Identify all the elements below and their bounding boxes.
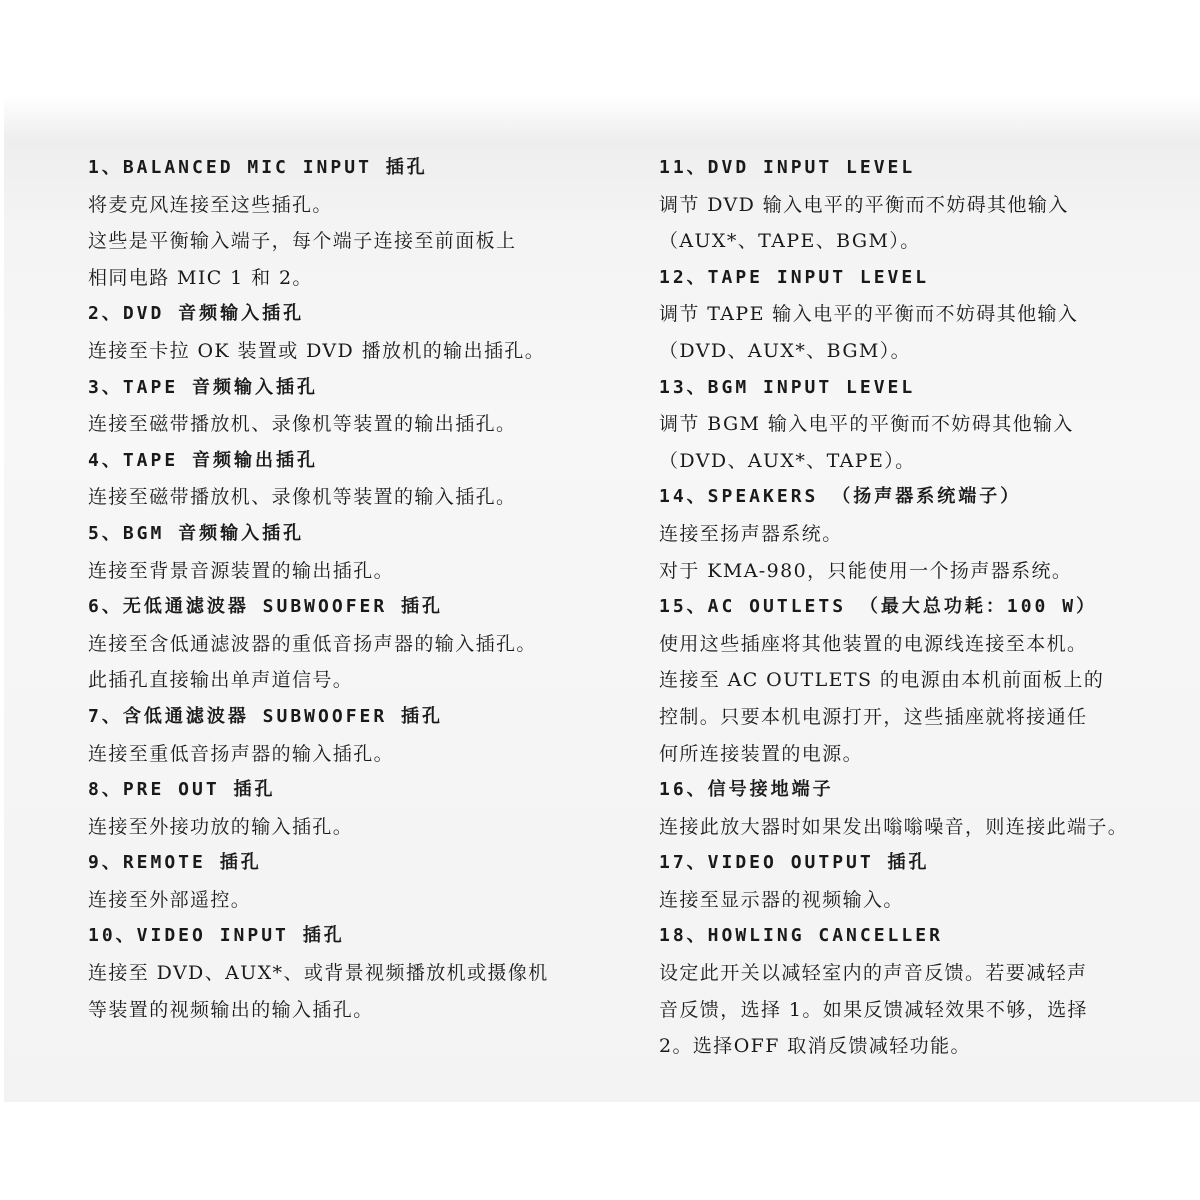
section-heading: 12、TAPE INPUT LEVEL	[659, 266, 930, 288]
section-text-line: 控制。只要本机电源打开，这些插座就将接通任	[659, 705, 1088, 728]
section-text-line: 这些是平衡输入端子，每个端子连接至前面板上	[88, 230, 517, 253]
section-heading: 2、DVD 音频输入插孔	[88, 303, 305, 325]
section-text-line: 对于 KMA-980，只能使用一个扬声器系统。	[659, 559, 1073, 582]
section-text-line: 音反馈，选择 1。如果反馈减轻效果不够，选择	[659, 998, 1088, 1021]
section-text-line: 相同电路 MIC 1 和 2。	[88, 266, 313, 289]
section-heading: 13、BGM INPUT LEVEL	[659, 376, 916, 398]
manual-page	[4, 0, 1200, 1102]
section-text-line: 调节 TAPE 输入电平的平衡而不妨碍其他输入	[659, 303, 1079, 326]
section-text-line: 调节 BGM 输入电平的平衡而不妨碍其他输入	[659, 413, 1074, 436]
section-text-line: 等装置的视频输出的输入插孔。	[88, 998, 374, 1021]
section-text-line: 连接至磁带播放机、录像机等装置的输出插孔。	[88, 413, 517, 436]
section-text-line: （AUX*、TAPE、BGM）。	[659, 230, 921, 253]
section-heading: 1、BALANCED MIC INPUT 插孔	[88, 157, 428, 178]
section-heading: 5、BGM 音频输入插孔	[88, 522, 305, 544]
section-text-line: 2。选择OFF 取消反馈减轻功能。	[659, 1035, 971, 1058]
left-column	[88, 150, 628, 1028]
section-heading: 14、SPEAKERS （扬声器系统端子）	[659, 486, 1022, 508]
section-text-line: 调节 DVD 输入电平的平衡而不妨碍其他输入	[659, 193, 1069, 216]
section-text-line: 连接至 DVD、AUX*、或背景视频播放机或摄像机	[88, 962, 549, 985]
section-heading: 6、无低通滤波器 SUBWOOFER 插孔	[88, 596, 444, 618]
section-text-line: （DVD、AUX*、BGM）。	[659, 339, 912, 362]
section-text-line: 何所连接装置的电源。	[659, 742, 864, 765]
right-column	[659, 150, 1199, 1065]
section-text-line: 连接至外接功放的输入插孔。	[88, 815, 354, 838]
section-heading: 17、VIDEO OUTPUT 插孔	[659, 852, 930, 874]
section-heading: 9、REMOTE 插孔	[88, 852, 262, 874]
section-text-line: 连接至 AC OUTLETS 的电源由本机前面板上的	[659, 669, 1105, 692]
section-text-line: 连接至卡拉 OK 装置或 DVD 播放机的输出插孔。	[88, 339, 546, 362]
section-heading: 4、TAPE 音频输出插孔	[88, 449, 319, 471]
section-text-line: 连接至背景音源装置的输出插孔。	[88, 559, 395, 582]
section-heading: 8、PRE OUT 插孔	[88, 779, 276, 801]
section-text-line: 设定此开关以减轻室内的声音反馈。若要减轻声	[659, 962, 1088, 985]
section-heading: 10、VIDEO INPUT 插孔	[88, 925, 345, 947]
section-heading: 3、TAPE 音频输入插孔	[88, 376, 319, 398]
section-text-line: 将麦克风连接至这些插孔。	[88, 193, 333, 216]
section-heading: 18、HOWLING CANCELLER	[659, 925, 943, 947]
section-text-line: 连接至重低音扬声器的输入插孔。	[88, 742, 395, 765]
section-text-line: 使用这些插座将其他装置的电源线连接至本机。	[659, 632, 1088, 655]
section-text-line: 此插孔直接输出单声道信号。	[88, 669, 354, 692]
section-text-line: 连接至含低通滤波器的重低音扬声器的输入插孔。	[88, 632, 537, 655]
section-text-line: 连接至磁带播放机、录像机等装置的输入插孔。	[88, 486, 517, 509]
section-text-line: （DVD、AUX*、TAPE）。	[659, 449, 916, 472]
section-heading: 15、AC OUTLETS （最大总功耗：100 W）	[659, 596, 1098, 618]
section-text-line: 连接至外部遥控。	[88, 888, 252, 911]
section-heading: 11、DVD INPUT LEVEL	[659, 157, 916, 178]
section-text-line: 连接至扬声器系统。	[659, 522, 843, 545]
section-heading: 16、信号接地端子	[659, 779, 834, 801]
section-heading: 7、含低通滤波器 SUBWOOFER 插孔	[88, 705, 444, 727]
section-text-line: 连接此放大器时如果发出嗡嗡噪音，则连接此端子。	[659, 815, 1129, 838]
section-text-line: 连接至显示器的视频输入。	[659, 888, 904, 911]
